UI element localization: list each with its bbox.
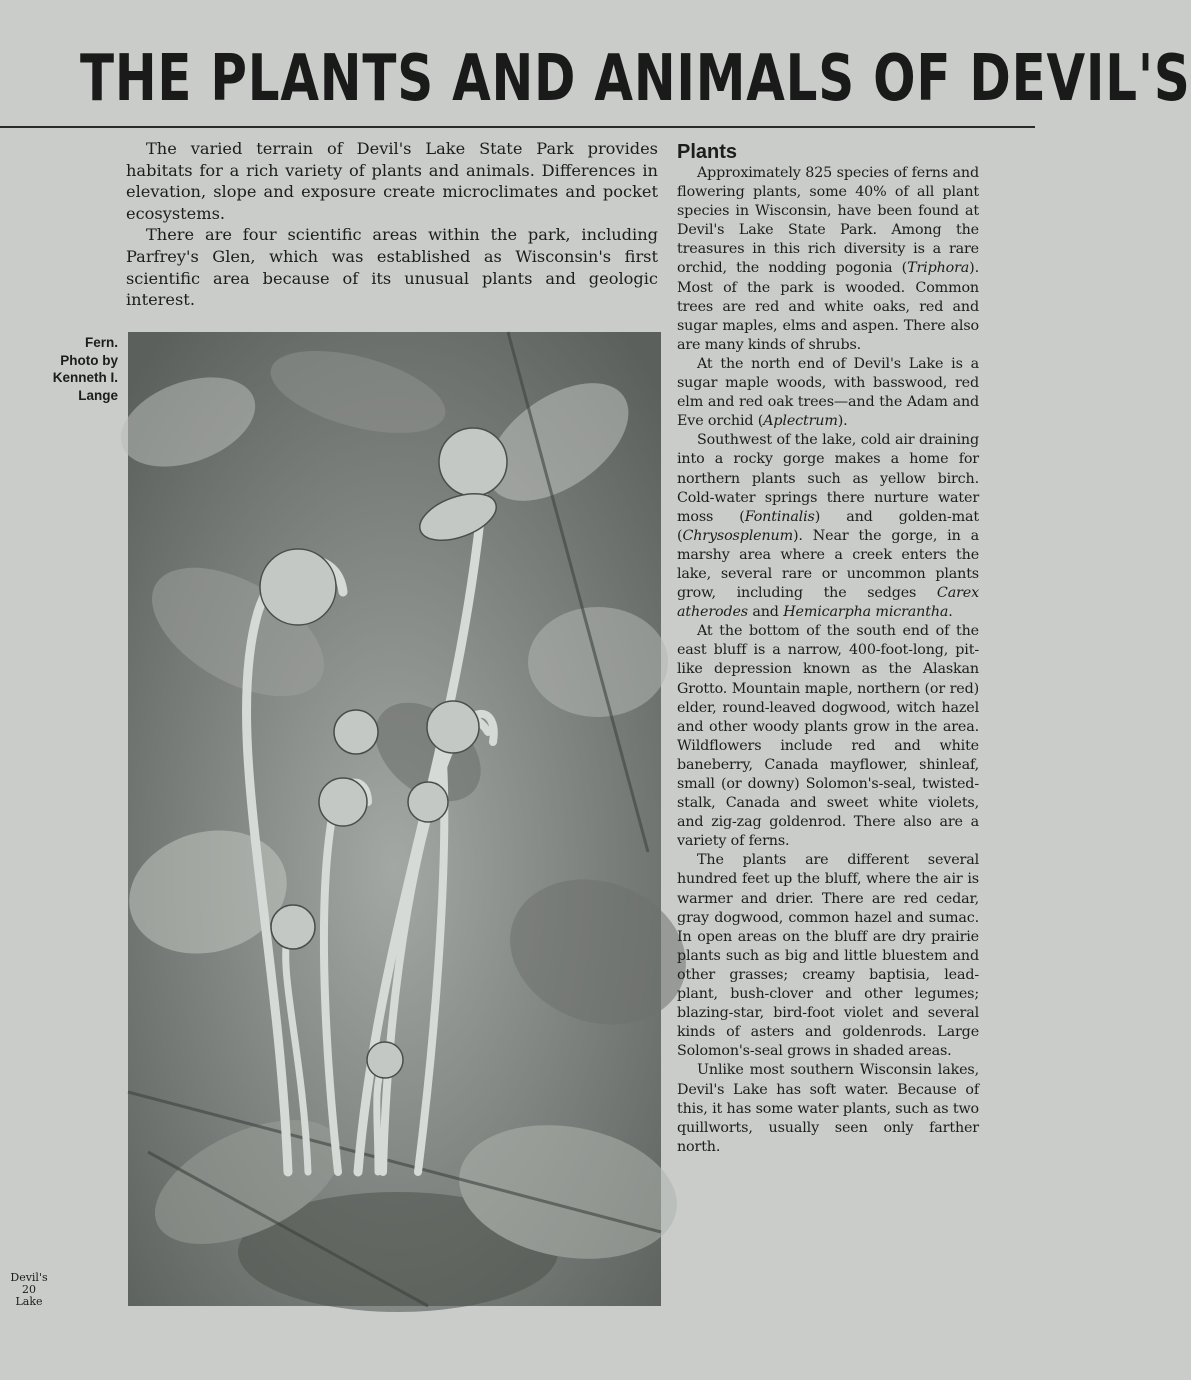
section-heading-plants: Plants xyxy=(677,141,738,163)
caption-line: Photo by xyxy=(60,352,118,368)
species-name: Chrysosplenum xyxy=(682,527,793,544)
caption-line: Kenneth I. xyxy=(52,370,118,385)
page-title: THE PLANTS AND ANIMALS OF DEVIL'S xyxy=(80,42,1191,116)
species-name: Aplectrum xyxy=(763,413,838,430)
text-run: Approximately 825 species of ferns and flowering plants, some 40% of all plant species in Wisconsin, have been found at Devil's Lake State Park. Among the treasures in this rich diversity is a rare orchid, the nodding pogonia ( xyxy=(677,165,979,277)
species-name: Fontinalis xyxy=(744,508,815,525)
intro-paragraph: There are four scientific areas within the park, including Parfrey's Glen, which was established as Wisconsin's first scientific area because of its unusual plants and geologic interest. xyxy=(126,225,658,310)
species-name: Hemicarpha micrantha xyxy=(783,604,949,621)
text-run: . xyxy=(948,604,953,621)
intro-text xyxy=(126,138,658,311)
folio-line: Lake xyxy=(15,1295,43,1308)
plants-paragraph xyxy=(677,431,979,622)
photo-caption xyxy=(30,334,118,404)
intro-paragraph: The varied terrain of Devil's Lake State Park provides habitats for a rich variety of plants and animals. Differences in elevation, slope and exposure create microclimates and pocket ecosystems. xyxy=(126,139,658,223)
species-name: Carex atherodes xyxy=(677,585,979,621)
fern-photo xyxy=(128,332,661,1306)
folio-line: Devil's xyxy=(10,1271,48,1284)
plants-paragraph xyxy=(677,164,979,355)
plants-paragraph: At the bottom of the south end of the east bluff is a narrow, 400-foot-long, pit-like depression known as the Alaskan Grotto. Mountain maple, northern (or red) elder, round-leaved dogwood, witch hazel and other woody plants grow in the area. Wildflowers include red and white baneberry, Canada mayflower, shinleaf, small (or downy) Solomon's-seal, twisted-stalk, Canada and sweet white violets, and zig-zag goldenrod. There also are a variety of ferns. xyxy=(677,623,979,850)
fern-photo-illustration xyxy=(128,332,661,1306)
text-run: ) and golden-mat ( xyxy=(677,508,980,544)
plants-column xyxy=(677,164,979,1157)
text-run: and xyxy=(747,604,784,621)
text-run: ). Most of the park is wooded. Common trees are red and white oaks, red and sugar maples, elms and aspen. There also are many kinds of shrubs. xyxy=(677,260,979,353)
page-number: 20 xyxy=(22,1283,36,1296)
text-run: At the north end of Devil's Lake is a sugar maple woods, with basswood, red elm and red oak trees—and the Adam and Eve orchid ( xyxy=(677,355,979,430)
title-rule xyxy=(0,126,1035,128)
plants-paragraph: The plants are different several hundred feet up the bluff, where the air is warmer and drier. There are red cedar, gray dogwood, common hazel and sumac. In open areas on the bluff are dry prairie plants such as big and little bluestem and other grasses; creamy baptisia, lead-plant, bush-clover and other legumes; blazing-star, bird-foot violet and several kinds of asters and goldenrods. Large Solomon's-seal grows in shaded areas. xyxy=(677,852,979,1060)
text-run: Southwest of the lake, cold air draining into a rocky gorge makes a home for northern plants such as yellow birch. Cold-water springs there nurture water moss ( xyxy=(677,432,979,525)
text-run: ). xyxy=(837,413,848,430)
text-run: ). Near the gorge, in a marshy area where a creek enters the lake, several rare or uncommon plants grow, including the sedges xyxy=(677,527,979,602)
plants-paragraph: Unlike most southern Wisconsin lakes, Devil's Lake has soft water. Because of this, it has some water plants, such as two quillworts, usually seen only farther north. xyxy=(677,1062,979,1155)
caption-line: Fern. xyxy=(84,335,118,350)
species-name: Triphora xyxy=(907,260,970,277)
plants-paragraph xyxy=(677,355,979,431)
caption-line: Lange xyxy=(78,387,118,403)
page-folio xyxy=(4,1272,54,1308)
